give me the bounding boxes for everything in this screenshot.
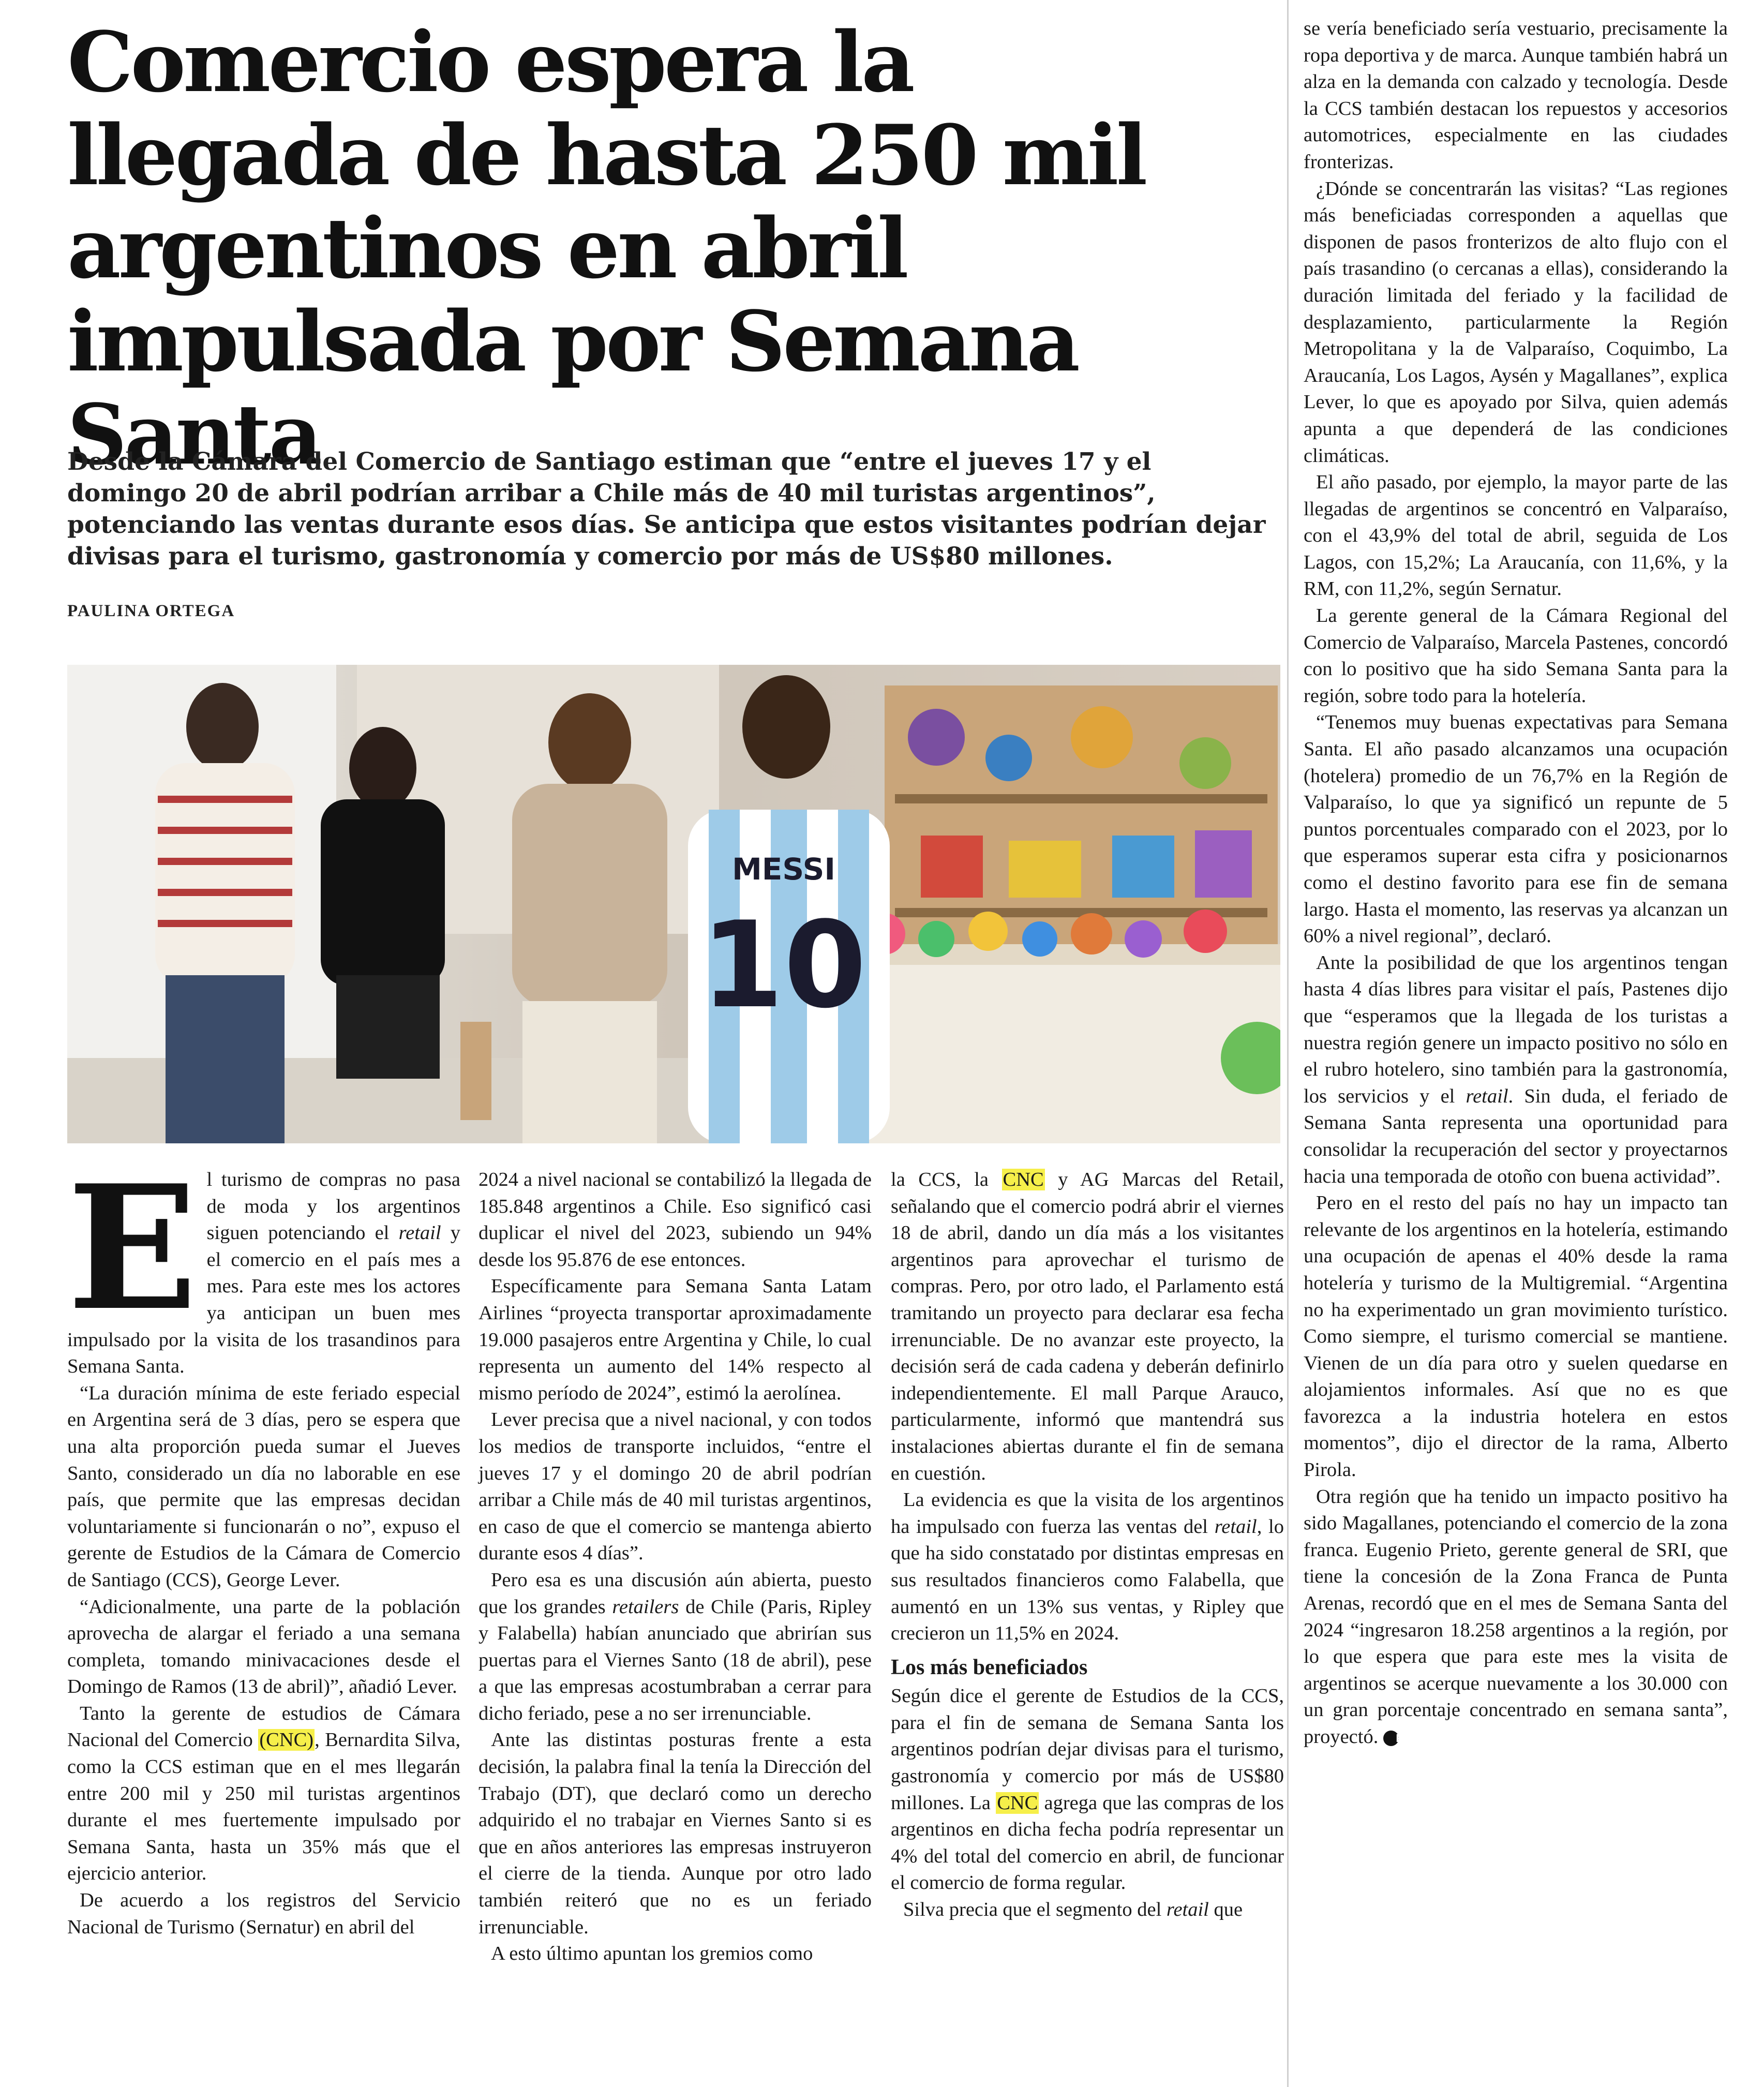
paragraph: Según dice el gerente de Estudios de la CCS, para el fin de semana de Semana Santa los argentinos podrían dejar divisas para el turismo, gastronomía y comercio por más de US$80 millones. La CNC agrega que las compras de los argentinos en dicha fecha podría representar un 4% del total del comercio en abril, de funcionar el comercio de forma regular. <box>891 1685 1284 1894</box>
body-column-4 <box>1304 16 1728 1751</box>
paragraph: El año pasado, por ejemplo, la mayor parte de las llegadas de argentinos se concentró en Valparaíso, con el 43,9% del total de abril, seguida de Los Lagos, con 15,2%; La Araucanía, con 11,6%, y la RM, con 11,2%, según Sernatur. <box>1304 471 1728 600</box>
article-photo <box>67 665 1280 1143</box>
paragraph: La evidencia es que la visita de los argentinos ha impulsado con fuerza las ventas del retail, lo que ha sido constatado por distintas empresas en sus resultados financieros como Falabella, que aumentó en un 13% sus ventas, y Ripley que crecieron un 11,5% en 2024. <box>891 1489 1284 1645</box>
column-divider <box>1287 0 1289 2087</box>
paragraph: Ante la posibilidad de que los argentinos tengan hasta 4 días libres para visitar el país, Pastenes dijo que “esperamos que la llegada de los turistas a nuestra región genere un impacto positivo no sólo en el rubro hotelero, sino también para la gastronomía, los servicios y el retail. Sin duda, el feriado de Semana Santa representa una oportunidad para consolidar la recuperación del sector y proyectarnos hacia una temporada de otoño con buena actividad”. <box>1304 951 1728 1187</box>
jersey-name: MESSI <box>732 852 835 887</box>
highlight: CNC <box>997 1792 1038 1814</box>
paragraph: “La duración mínima de este feriado especial en Argentina será de 3 días, pero se espera que una alta proporción pueda sumar el Jueves Santo, considerado un día no laborable en ese país, que permite que las empresas decidan voluntariamente si funcionarán o no”, expuso el gerente de Estudios de la Cámara de Comercio de Santiago (CCS), George Lever. <box>67 1382 460 1591</box>
highlight: CNC <box>1003 1169 1044 1190</box>
drop-cap: E <box>67 1147 198 1348</box>
paragraph: A esto último apuntan los gremios como <box>491 1943 813 1965</box>
paragraph: Otra región que ha tenido un impacto positivo ha sido Magallanes, potenciando el comercio de la zona franca. Eugenio Prieto, gerente general de SRI, que tiene la concesión de la Zona Franca de Punta Arenas, recordó que en el mes de Semana Santa del 2024 “ingresaron 18.258 argentinos a la región, por lo que espera que para este mes la visita de argentinos se acerque nuevamente a los 30.000 con un gran porcentaje concentrado en semana santa”, proyectó. P <box>1304 1485 1728 1748</box>
paragraph: Específicamente para Semana Santa Latam Airlines “proyecta transportar aproximadamente 19.000 pasajeros entre Argentina y Chile, lo cual representa un aumento del 14% respecto al mismo período de 2024”, estimó la aerolínea. <box>479 1275 872 1404</box>
paragraph: “Tenemos muy buenas expectativas para Semana Santa. El año pasado alcanzamos una ocupación (hotelera) promedio de un 76,7% en la Región de Valparaíso, lo que ya significó un repunte de 5 puntos porcentuales comparado con el 2023, por lo que esperamos superar esta cifra y posicionarnos como el destino favorito para ese fin de semana largo. Hasta el momento, las reservas ya alcanzan un 60% a nivel regional”, declaró. <box>1304 711 1728 947</box>
article-headline: Comercio espera la llegada de hasta 250 mil argentinos en abril impulsada por Semana Santa <box>67 13 1145 483</box>
paragraph: se vería beneficiado sería vestuario, precisamente la ropa deportiva y de marca. Aunque también habrá un alza en la demanda con calzado y tecnología. Desde la CCS también destacan los repuestos y accesorios automotrices, especialmente en las ciudades fronterizas. <box>1304 18 1728 173</box>
highlight: (CNC) <box>259 1729 314 1751</box>
paragraph: De acuerdo a los registros del Servicio Nacional de Turismo (Sernatur) en abril del <box>67 1889 460 1938</box>
body-column-1 <box>67 1147 461 1941</box>
paragraph: 2024 a nivel nacional se contabilizó la llegada de 185.848 argentinos a Chile. Eso significó casi duplicar el nivel del 2023, subiendo un 94% desde los 95.876 de ese entonces. <box>479 1169 872 1271</box>
paragraph: ¿Dónde se concentrarán las visitas? “Las regiones más beneficiadas corresponden a aquellas que disponen de pasos fronterizos de alto flujo con el país trasandino (o cercanas a ellas), considerando la duración limitada del feriado y la facilidad de desplazamiento, particularmente la Región Metropolitana y la de Valparaíso, Coquimbo, La Araucanía, Los Lagos, Aysén y Magallanes”, explica Lever, lo que es apoyado por Silva, quien además apunta a que dependerá de las condiciones climáticas. <box>1304 177 1728 467</box>
paragraph: Pero esa es una discusión aún abierta, puesto que los grandes retailers de Chile (Paris, Ripley y Falabella) habían anunciado que abrirían sus puertas para el Viernes Santo (18 de abril), pese a que las empresas acostumbraban a cerrar para dicho feriado, pese a no ser irrenunciable. <box>479 1569 872 1724</box>
paragraph: la CCS, la CNC y AG Marcas del Retail, señalando que el comercio podrá abrir el viernes 18 de abril, dando un día más a los visitantes argentinos para aprovechar el turismo de compras. Pero, por otro lado, el Parlamento está tramitando un proyecto para declarar esa fecha irrenunciable. De no avanzar este proyecto, la decisión será de cada cadena y deberán definirlo independientemente. El mall Parque Arauco, particularmente, informó que mantendrá sus instalaciones abiertas durante el fin de semana en cuestión. <box>891 1169 1284 1484</box>
paragraph: La gerente general de la Cámara Regional del Comercio de Valparaíso, Marcela Pastenes, concordó con lo positivo que ha sido Semana Santa para la región, sobre todo para la hotelería. <box>1304 605 1728 707</box>
end-mark-icon: P <box>1383 1731 1399 1746</box>
paragraph: Tanto la gerente de estudios de Cámara Nacional del Comercio (CNC), Bernardita Silva, como la CCS estiman que en el mes llegarán entre 200 mil y 250 mil turistas argentinos durante el mes fuertemente impulsado por Semana Santa, hasta un 35% más que el ejercicio anterior. <box>67 1702 460 1885</box>
paragraph: Silva precia que el segmento del retail que <box>903 1899 1243 1921</box>
section-subhead: Los más beneficiados <box>891 1655 1088 1679</box>
paragraph: Ante las distintas posturas frente a esta decisión, la palabra final la tenía la Dirección del Trabajo (DT), que declaró como un derecho adquirido el no trabajar en Viernes Santo si es que en años anteriores las empresas instruyeron el cierre de la tienda. Aunque por otro lado también reiteró que no es un feriado irrenunciable. <box>479 1729 872 1938</box>
paragraph: El turismo de compras no pasa de moda y los argentinos siguen potenciando el retail y el comercio en el país mes a mes. Para este mes los actores ya anticipan un buen mes impulsado por la visita de los trasandinos para Semana Santa. <box>67 1147 461 1378</box>
article-lede: Desde la Cámara del Comercio de Santiago estiman que “entre el jueves 17 y el domingo 20 de abril podrían arribar a Chile más de 40 mil turistas argentinos”, potenciando las ventas durante esos días. Se anticipa que estos visitantes podrían dejar divisas para el turismo, gastronomía y comercio por más de US$80 millones. <box>67 448 1266 571</box>
byline: PAULINA ORTEGA <box>67 602 235 620</box>
body-column-3 <box>891 1167 1284 1924</box>
paragraph: Lever precisa que a nivel nacional, y con todos los medios de transporte incluidos, “entre el jueves 17 y el domingo 20 de abril podrían arribar a Chile más de 40 mil turistas argentinos, en caso de que el comercio se mantenga abierto durante esos 4 días”. <box>479 1409 872 1564</box>
body-column-2 <box>479 1167 872 1967</box>
shop-scene-illustration <box>67 665 1280 1143</box>
paragraph: Pero en el resto del país no hay un impacto tan relevante de los argentinos en la hotelería, estimando una ocupación de apenas el 40% desde la rama hotelería y turismo de la Multigremial. “Argentina no ha experimentado un gran movimiento turístico. Como siempre, el turismo comercial se mantiene. Vienen de un día para otro y suelen quedarse en alojamientos informales. Así que no es que favorezca a la industria hotelera en estos momentos”, dijo el director de la rama, Alberto Pirola. <box>1304 1192 1728 1481</box>
paragraph: “Adicionalmente, una parte de la población aprovecha de alargar el feriado a una semana completa, tomando minivacaciones desde el Domingo de Ramos (13 de abril)”, añadió Lever. <box>67 1596 460 1698</box>
jersey-number: 10 <box>700 897 867 1035</box>
